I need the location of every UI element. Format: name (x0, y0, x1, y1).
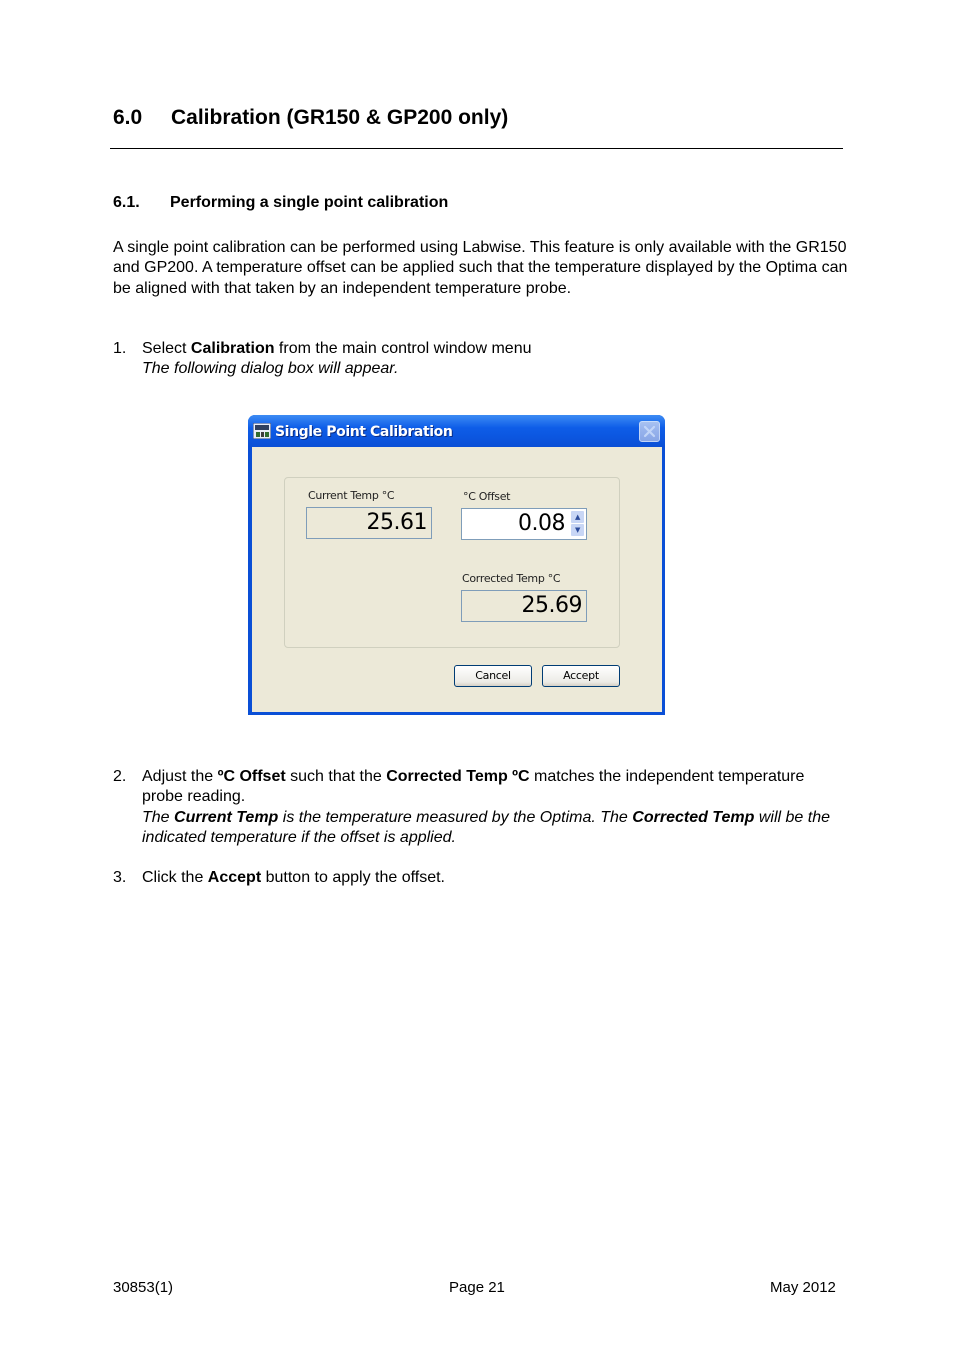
step-text: Click the (142, 869, 208, 886)
offset-value: 0.08 (518, 511, 565, 536)
step-bold-text: ºC Offset (217, 768, 286, 785)
section-heading (113, 106, 508, 130)
dialog-titlebar (248, 415, 665, 447)
note-text: The (142, 808, 175, 826)
step-1 (113, 339, 848, 380)
step-instruction (142, 339, 848, 359)
offset-label: °C Offset (463, 490, 511, 503)
note-text: is the temperature measured by the Optima. The (278, 808, 633, 826)
step-number: 2. (113, 768, 127, 785)
step-number: 1. (113, 340, 127, 357)
calibration-dialog (248, 415, 665, 715)
current-temp-value: 25.61 (366, 510, 427, 535)
close-button[interactable] (639, 421, 660, 442)
accept-button[interactable]: Accept (542, 665, 620, 687)
step-text: from the main control window menu (274, 340, 532, 357)
intro-paragraph: A single point calibration can be performed using Labwise. This feature is only available with the GR150 and GP200. A temperature offset can be applied such that the temperature displayed by the Optima can be aligned with that taken by an independent temperature probe. (113, 239, 848, 297)
corrected-temp-label: Corrected Temp °C (462, 572, 561, 585)
step-text: button to apply the offset. (261, 869, 445, 886)
offset-stepper[interactable] (461, 508, 587, 540)
step-note (142, 808, 848, 849)
note-bold-text: Corrected Temp (632, 808, 755, 826)
note-text: will be the indicated temperature if the offset is applied. (142, 808, 830, 846)
step-bold-text: Accept (207, 869, 262, 886)
step-bold-text: Corrected Temp ºC (386, 768, 530, 785)
step-text: such that the (285, 768, 387, 785)
step-2 (113, 767, 848, 848)
footer-page-number: Page 21 (449, 1279, 505, 1296)
section-title: Calibration (GR150 & GP200 only) (171, 106, 509, 129)
step-instruction (142, 767, 848, 808)
note-bold-text: Current Temp (174, 808, 279, 826)
cancel-button[interactable]: Cancel (454, 665, 532, 687)
dialog-title: Single Point Calibration (275, 424, 453, 440)
step-bold-text: Calibration (190, 340, 275, 357)
close-icon (640, 422, 659, 441)
corrected-temp-field (461, 590, 587, 622)
spin-down-icon[interactable]: ▼ (571, 524, 584, 536)
app-icon (253, 423, 271, 439)
step-text: Select (142, 340, 191, 357)
subsection-title: Performing a single point calibration (170, 194, 449, 211)
calibration-groupbox (284, 477, 620, 648)
subsection-heading (113, 194, 448, 212)
section-number: 6.0 (113, 106, 143, 129)
current-temp-field (306, 507, 432, 539)
heading-divider (110, 148, 843, 149)
corrected-temp-value: 25.69 (521, 593, 582, 618)
spin-up-icon[interactable]: ▲ (571, 511, 584, 523)
footer-date: May 2012 (770, 1279, 836, 1296)
offset-spinner[interactable] (571, 511, 584, 537)
step-number: 3. (113, 869, 127, 886)
step-3 (113, 868, 848, 888)
step-text: matches the independent temperature probe reading. (142, 768, 805, 806)
dialog-body (252, 447, 662, 712)
step-text: Adjust the (142, 768, 218, 785)
footer-doc-number: 30853(1) (113, 1279, 174, 1296)
subsection-number: 6.1. (113, 194, 140, 211)
step-note: The following dialog box will appear. (142, 360, 399, 378)
current-temp-label: Current Temp °C (308, 489, 395, 502)
